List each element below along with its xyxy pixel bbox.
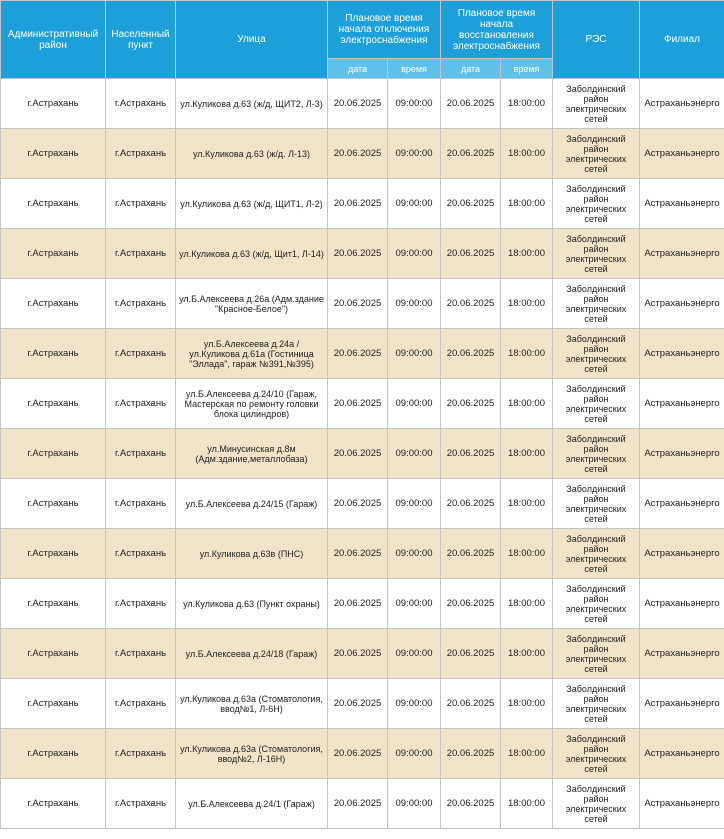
cell-street: ул.Куликова д.63 (ж/д, ЩИТ1, Л-2) [176, 179, 328, 229]
cell-on-time: 18:00:00 [501, 429, 553, 479]
cell-street: ул.Куликова д.63 (ж/д. Л-13) [176, 129, 328, 179]
cell-off-time: 09:00:00 [388, 629, 441, 679]
cell-off-time: 09:00:00 [388, 179, 441, 229]
cell-off-time: 09:00:00 [388, 779, 441, 829]
cell-res: Заболдинский район электрических сетей [553, 629, 640, 679]
cell-off-time: 09:00:00 [388, 329, 441, 379]
cell-street: ул.Б.Алексеева д.24/15 (Гараж) [176, 479, 328, 529]
cell-branch: Астраханьэнерго [640, 529, 724, 579]
cell-street: ул.Б.Алексеева д.24/1 (Гараж) [176, 779, 328, 829]
cell-res: Заболдинский район электрических сетей [553, 579, 640, 629]
cell-on-time: 18:00:00 [501, 629, 553, 679]
table-row [1, 779, 724, 829]
cell-on-date: 20.06.2025 [441, 79, 501, 129]
table-row [1, 679, 724, 729]
cell-off-time: 09:00:00 [388, 679, 441, 729]
cell-district: г.Астрахань [1, 479, 106, 529]
cell-on-date: 20.06.2025 [441, 479, 501, 529]
cell-street: ул.Куликова д.63в (ПНС) [176, 529, 328, 579]
cell-settlement: г.Астрахань [106, 579, 176, 629]
cell-district: г.Астрахань [1, 529, 106, 579]
cell-settlement: г.Астрахань [106, 429, 176, 479]
cell-off-date: 20.06.2025 [328, 79, 388, 129]
cell-on-time: 18:00:00 [501, 79, 553, 129]
cell-settlement: г.Астрахань [106, 129, 176, 179]
cell-off-date: 20.06.2025 [328, 179, 388, 229]
cell-on-date: 20.06.2025 [441, 529, 501, 579]
cell-street: ул.Куликова д.63а (Стоматология, ввод№1, Л-6Н) [176, 679, 328, 729]
table-row [1, 279, 724, 329]
cell-settlement: г.Астрахань [106, 779, 176, 829]
cell-settlement: г.Астрахань [106, 379, 176, 429]
column-header-settlement: Населенный пункт [106, 1, 176, 79]
table-row [1, 429, 724, 479]
cell-street: ул.Куликова д.63а (Стоматология, ввод№2, Л-16Н) [176, 729, 328, 779]
cell-res: Заболдинский район электрических сетей [553, 379, 640, 429]
cell-on-time: 18:00:00 [501, 179, 553, 229]
cell-on-date: 20.06.2025 [441, 629, 501, 679]
cell-on-time: 18:00:00 [501, 579, 553, 629]
table-row [1, 329, 724, 379]
subheader-off-time: время [388, 59, 441, 79]
cell-off-time: 09:00:00 [388, 529, 441, 579]
cell-on-date: 20.06.2025 [441, 179, 501, 229]
table-row [1, 479, 724, 529]
table-row [1, 629, 724, 679]
subheader-off-date: дата [328, 59, 388, 79]
cell-on-time: 18:00:00 [501, 679, 553, 729]
cell-on-time: 18:00:00 [501, 229, 553, 279]
cell-off-time: 09:00:00 [388, 79, 441, 129]
cell-res: Заболдинский район электрических сетей [553, 429, 640, 479]
cell-street: ул.Б.Алексеева д.24/10 (Гараж, Мастерская по ремонту головки блока цилиндров) [176, 379, 328, 429]
cell-off-date: 20.06.2025 [328, 329, 388, 379]
cell-street: ул.Куликова д.63 (ж/д, Щит1, Л-14) [176, 229, 328, 279]
cell-district: г.Астрахань [1, 129, 106, 179]
table-row [1, 179, 724, 229]
subheader-on-time: время [501, 59, 553, 79]
cell-on-time: 18:00:00 [501, 529, 553, 579]
cell-street: ул.Куликова д.63 (Пункт охраны) [176, 579, 328, 629]
cell-district: г.Астрахань [1, 329, 106, 379]
cell-off-date: 20.06.2025 [328, 629, 388, 679]
cell-off-time: 09:00:00 [388, 579, 441, 629]
cell-on-date: 20.06.2025 [441, 129, 501, 179]
cell-settlement: г.Астрахань [106, 79, 176, 129]
table-row [1, 579, 724, 629]
column-header-branch: Филиал [640, 1, 724, 79]
cell-district: г.Астрахань [1, 79, 106, 129]
cell-district: г.Астрахань [1, 629, 106, 679]
table-header [1, 1, 724, 79]
cell-district: г.Астрахань [1, 579, 106, 629]
cell-on-time: 18:00:00 [501, 729, 553, 779]
cell-settlement: г.Астрахань [106, 179, 176, 229]
cell-on-date: 20.06.2025 [441, 329, 501, 379]
cell-branch: Астраханьэнерго [640, 629, 724, 679]
cell-branch: Астраханьэнерго [640, 379, 724, 429]
cell-district: г.Астрахань [1, 229, 106, 279]
cell-settlement: г.Астрахань [106, 279, 176, 329]
cell-on-date: 20.06.2025 [441, 429, 501, 479]
column-header-res: РЭС [553, 1, 640, 79]
cell-res: Заболдинский район электрических сетей [553, 279, 640, 329]
cell-on-date: 20.06.2025 [441, 579, 501, 629]
cell-res: Заболдинский район электрических сетей [553, 79, 640, 129]
cell-off-date: 20.06.2025 [328, 279, 388, 329]
cell-res: Заболдинский район электрических сетей [553, 679, 640, 729]
cell-branch: Астраханьэнерго [640, 429, 724, 479]
cell-off-date: 20.06.2025 [328, 229, 388, 279]
cell-street: ул.Б.Алексеева д.24а / ул.Куликова д.61а (Гостиница "Эллада", гараж №391,№395) [176, 329, 328, 379]
cell-off-time: 09:00:00 [388, 279, 441, 329]
cell-res: Заболдинский район электрических сетей [553, 779, 640, 829]
cell-street: ул.Б.Алексеева д.26а (Адм.здание "Красное-Белое") [176, 279, 328, 329]
cell-on-time: 18:00:00 [501, 279, 553, 329]
cell-off-date: 20.06.2025 [328, 129, 388, 179]
cell-res: Заболдинский район электрических сетей [553, 129, 640, 179]
table-row [1, 129, 724, 179]
cell-off-date: 20.06.2025 [328, 429, 388, 479]
cell-on-time: 18:00:00 [501, 379, 553, 429]
cell-on-date: 20.06.2025 [441, 729, 501, 779]
cell-branch: Астраханьэнерго [640, 579, 724, 629]
cell-branch: Астраханьэнерго [640, 679, 724, 729]
table-row [1, 379, 724, 429]
cell-off-date: 20.06.2025 [328, 379, 388, 429]
cell-off-time: 09:00:00 [388, 479, 441, 529]
cell-res: Заболдинский район электрических сетей [553, 229, 640, 279]
column-header-street: Улица [176, 1, 328, 79]
cell-off-date: 20.06.2025 [328, 729, 388, 779]
cell-settlement: г.Астрахань [106, 529, 176, 579]
cell-off-time: 09:00:00 [388, 129, 441, 179]
cell-district: г.Астрахань [1, 279, 106, 329]
cell-settlement: г.Астрахань [106, 629, 176, 679]
table-body [1, 79, 724, 829]
cell-district: г.Астрахань [1, 779, 106, 829]
cell-settlement: г.Астрахань [106, 229, 176, 279]
cell-res: Заболдинский район электрических сетей [553, 179, 640, 229]
table-row [1, 229, 724, 279]
cell-street: ул.Минусинская д.8м (Адм.здание,металлобаза) [176, 429, 328, 479]
cell-on-time: 18:00:00 [501, 779, 553, 829]
cell-on-time: 18:00:00 [501, 479, 553, 529]
column-header-admin-district: Административный район [1, 1, 106, 79]
cell-off-time: 09:00:00 [388, 429, 441, 479]
table-row [1, 79, 724, 129]
cell-off-date: 20.06.2025 [328, 529, 388, 579]
cell-district: г.Астрахань [1, 429, 106, 479]
cell-off-date: 20.06.2025 [328, 779, 388, 829]
table-row [1, 529, 724, 579]
cell-off-time: 09:00:00 [388, 729, 441, 779]
cell-off-date: 20.06.2025 [328, 479, 388, 529]
cell-on-date: 20.06.2025 [441, 229, 501, 279]
cell-on-date: 20.06.2025 [441, 279, 501, 329]
cell-settlement: г.Астрахань [106, 679, 176, 729]
cell-off-date: 20.06.2025 [328, 679, 388, 729]
cell-street: ул.Куликова д.63 (ж/д, ЩИТ2, Л-3) [176, 79, 328, 129]
cell-on-time: 18:00:00 [501, 329, 553, 379]
cell-res: Заболдинский район электрических сетей [553, 479, 640, 529]
cell-branch: Астраханьэнерго [640, 279, 724, 329]
cell-off-date: 20.06.2025 [328, 579, 388, 629]
cell-district: г.Астрахань [1, 179, 106, 229]
cell-on-date: 20.06.2025 [441, 679, 501, 729]
cell-branch: Астраханьэнерго [640, 79, 724, 129]
cell-branch: Астраханьэнерго [640, 329, 724, 379]
cell-res: Заболдинский район электрических сетей [553, 529, 640, 579]
cell-branch: Астраханьэнерго [640, 179, 724, 229]
table-row [1, 729, 724, 779]
cell-off-time: 09:00:00 [388, 229, 441, 279]
cell-district: г.Астрахань [1, 379, 106, 429]
cell-branch: Астраханьэнерго [640, 129, 724, 179]
subheader-on-date: дата [441, 59, 501, 79]
cell-on-time: 18:00:00 [501, 129, 553, 179]
cell-on-date: 20.06.2025 [441, 379, 501, 429]
cell-off-time: 09:00:00 [388, 379, 441, 429]
cell-res: Заболдинский район электрических сетей [553, 729, 640, 779]
cell-res: Заболдинский район электрических сетей [553, 329, 640, 379]
cell-settlement: г.Астрахань [106, 329, 176, 379]
column-header-planned-off: Плановое время начала отключения электроснабжения [328, 1, 441, 59]
cell-settlement: г.Астрахань [106, 479, 176, 529]
cell-branch: Астраханьэнерго [640, 229, 724, 279]
column-header-planned-on: Плановое время начала восстановления электроснабжения [441, 1, 553, 59]
cell-on-date: 20.06.2025 [441, 779, 501, 829]
cell-branch: Астраханьэнерго [640, 729, 724, 779]
cell-branch: Астраханьэнерго [640, 779, 724, 829]
cell-settlement: г.Астрахань [106, 729, 176, 779]
cell-branch: Астраханьэнерго [640, 479, 724, 529]
cell-district: г.Астрахань [1, 729, 106, 779]
cell-district: г.Астрахань [1, 679, 106, 729]
cell-street: ул.Б.Алексеева д.24/18 (Гараж) [176, 629, 328, 679]
